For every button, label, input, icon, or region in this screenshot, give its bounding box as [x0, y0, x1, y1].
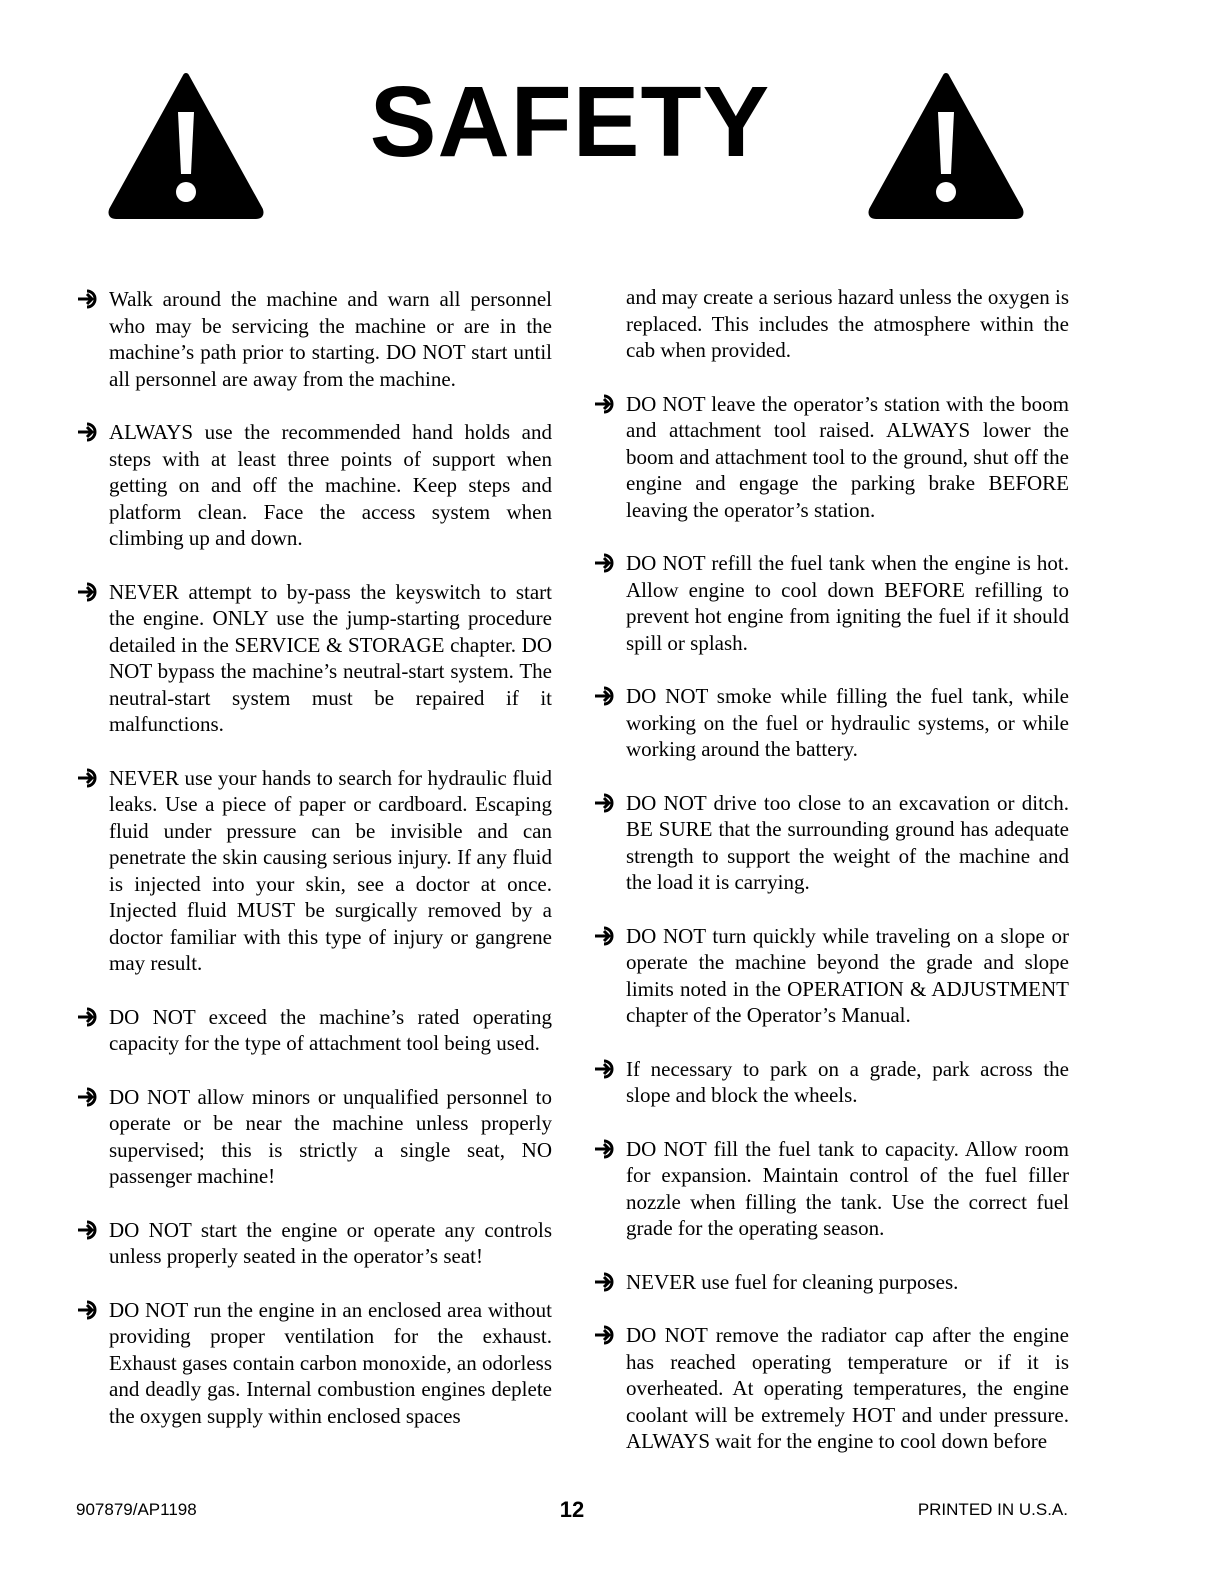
safety-item — [593, 1056, 1069, 1109]
safety-item-text: If necessary to park on a grade, park across the slope and block the wheels. — [626, 1056, 1069, 1107]
safety-item-text: DO NOT leave the operator’s station with the boom and attachment tool raised. ALWAYS lower the boom and attachment tool to the ground, shut off the engine and engage the parking brake BEFORE leaving the operator’s station. — [626, 391, 1069, 522]
arrow-bullet-icon — [76, 289, 98, 309]
safety-item-text: DO NOT fill the fuel tank to capacity. Allow room for expansion. Maintain control of the fuel filler nozzle when filling the tank. Use the correct fuel grade for the operating season. — [626, 1136, 1069, 1240]
safety-item — [76, 579, 552, 738]
arrow-bullet-icon — [593, 553, 615, 573]
right-column — [593, 284, 1069, 1482]
doc-number: 907879/AP1198 — [76, 1500, 197, 1519]
arrow-bullet-icon — [593, 1059, 615, 1079]
arrow-bullet-icon — [593, 686, 615, 706]
arrow-bullet-icon — [593, 1139, 615, 1159]
arrow-bullet-icon — [76, 1087, 98, 1107]
arrow-bullet-icon — [76, 1007, 98, 1027]
page-title: SAFETY — [369, 66, 771, 178]
safety-item — [76, 1297, 552, 1430]
safety-item-text: ALWAYS use the recommended hand holds and steps with at least three points of support when getting on and off the machine. Keep steps and platform clean. Face the access system when climbing up and down. — [109, 420, 552, 550]
safety-item-text: DO NOT remove the radiator cap after the engine has reached operating temperature or if it is overheated. At operating temperatures, the engine coolant will be extremely HOT and under pressure. ALWAYS wait for the engine to cool down before — [626, 1323, 1069, 1453]
safety-item-text: DO NOT turn quickly while traveling on a slope or operate the machine beyond the grade and slope limits noted in the OPERATION & ADJUSTMENT chapter of the Operator’s Manual. — [626, 923, 1069, 1027]
printed-note: PRINTED IN U.S.A. — [917, 1500, 1068, 1519]
safety-item — [76, 419, 552, 552]
arrow-bullet-icon — [593, 926, 615, 946]
safety-item — [76, 1217, 552, 1270]
safety-item-text: DO NOT exceed the machine’s rated operating capacity for the type of attachment tool being used. — [109, 1004, 552, 1055]
safety-item-text: DO NOT drive too close to an excavation or ditch. BE SURE that the surrounding ground has adequate strength to support the weight of the machine and the load it is carrying. — [626, 790, 1069, 894]
safety-item-text: NEVER use your hands to search for hydraulic fluid leaks. Use a piece of paper or cardboard. Escaping fluid under pressure can be invisible and can penetrate the skin causing serious injury. If any fluid is injected into your skin, see a doctor at once. Injected fluid MUST be surgically removed by a doctor familiar with this type of injury or gangrene may result. — [109, 765, 552, 975]
safety-item — [76, 765, 552, 977]
safety-item-text: DO NOT allow minors or unqualified personnel to operate or be near the machine unless properly supervised; this is strictly a single seat, NO passenger machine! — [109, 1084, 552, 1188]
safety-item-text: NEVER use fuel for cleaning purposes. — [626, 1269, 959, 1294]
safety-item — [593, 683, 1069, 763]
safety-item-text: and may create a serious hazard unless the oxygen is replaced. This includes the atmosphere within the cab when provided. — [626, 285, 1069, 362]
safety-item — [76, 1004, 552, 1057]
arrow-bullet-icon — [593, 1325, 615, 1345]
arrow-bullet-icon — [76, 1300, 98, 1320]
arrow-bullet-icon — [76, 582, 98, 602]
arrow-bullet-icon — [593, 394, 615, 414]
arrow-bullet-icon — [76, 422, 98, 442]
arrow-bullet-icon — [76, 768, 98, 788]
safety-item — [76, 1084, 552, 1190]
safety-item-text: NEVER attempt to by-pass the keyswitch to start the engine. ONLY use the jump-starting procedure detailed in the SERVICE & STORAGE chapter. DO NOT bypass the machine’s neutral-start system. The neutral-start system must be repaired if it malfunctions. — [109, 579, 552, 736]
safety-item-text: DO NOT start the engine or operate any controls unless properly seated in the operator’s seat! — [109, 1217, 552, 1268]
safety-item-text: Walk around the machine and warn all personnel who may be servicing the machine or are in the machine’s path prior to starting. DO NOT start until all personnel are away from the machine. — [109, 287, 552, 391]
safety-item — [593, 923, 1069, 1029]
arrow-bullet-icon — [593, 1272, 615, 1292]
safety-item-text: DO NOT run the engine in an enclosed area without providing proper ventilation for the exhaust. Exhaust gases contain carbon monoxide, an odorless and deadly gas. Internal combustion engines deplete the oxygen supply within enclosed spaces — [109, 1297, 552, 1428]
safety-item-text: DO NOT refill the fuel tank when the engine is hot. Allow engine to cool down BEFORE refilling to prevent hot engine from igniting the fuel if it should spill or splash. — [626, 551, 1069, 655]
safety-item — [76, 286, 552, 392]
left-column — [76, 286, 552, 1456]
safety-item — [593, 790, 1069, 896]
safety-item — [593, 1322, 1069, 1455]
safety-item — [593, 391, 1069, 524]
arrow-bullet-icon — [76, 1220, 98, 1240]
page-number: 12 — [559, 1497, 585, 1522]
safety-item-text: DO NOT smoke while filling the fuel tank, while working on the fuel or hydraulic systems, or while working around the battery. — [626, 684, 1069, 761]
safety-item — [593, 1269, 1069, 1296]
safety-item — [593, 1136, 1069, 1242]
safety-item-continuation — [593, 284, 1069, 364]
arrow-bullet-icon — [593, 793, 615, 813]
safety-item — [593, 550, 1069, 656]
